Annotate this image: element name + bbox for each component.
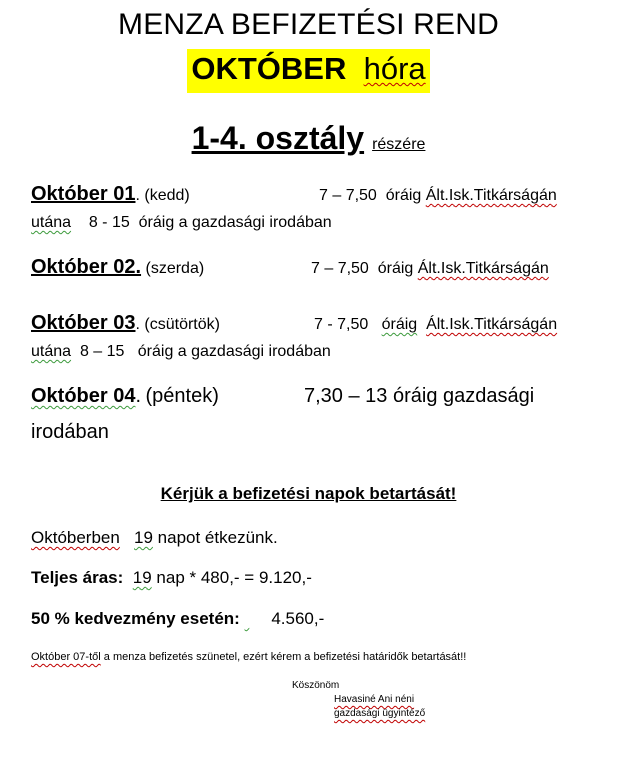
- weekday: (kedd): [144, 187, 190, 204]
- after-time: 8 – 15: [79, 343, 125, 360]
- price-formula: nap * 480,- = 9.120,-: [156, 568, 312, 587]
- schedule-row-3-time: [314, 316, 557, 334]
- discount-line: [31, 609, 324, 629]
- place-label: Ált.Isk.Titkárságán: [425, 187, 557, 204]
- meals-line: [31, 528, 278, 548]
- signature-name: [334, 694, 414, 705]
- weekday: (szerda): [145, 260, 205, 277]
- signature-thanks: Köszönöm: [292, 680, 340, 691]
- meals-days: 19: [134, 528, 153, 547]
- schedule-row-2: [31, 256, 204, 279]
- notice: [0, 484, 617, 504]
- after-text: óráig a gazdasági irodában: [138, 214, 332, 231]
- schedule-row-3: [31, 312, 220, 335]
- day-label: Október 03: [31, 312, 136, 334]
- schedule-row-4: [31, 385, 219, 408]
- page-title: MENZA BEFIZETÉSI REND: [118, 8, 499, 41]
- schedule-row-1-time: [319, 187, 557, 205]
- schedule-row-4-cont: [31, 421, 109, 444]
- schedule-row-4-time: [304, 385, 534, 408]
- until-label: óráig: [377, 260, 414, 277]
- until-label: óráig: [381, 316, 418, 333]
- time-range: 7 – 7,50: [311, 260, 369, 277]
- after-text: óráig a gazdasági irodában: [137, 343, 331, 360]
- price-line: [31, 568, 312, 588]
- day-label: Október 02.: [31, 256, 142, 278]
- after-label: utána: [31, 214, 72, 231]
- day-suffix: .: [135, 316, 140, 333]
- signature-role: [334, 708, 425, 719]
- footnote: [31, 651, 466, 663]
- place-label: gazdasági: [443, 385, 535, 407]
- footnote-date: Október 07-től: [31, 651, 101, 663]
- day-label: Október 01: [31, 183, 136, 205]
- day-suffix: .: [135, 187, 140, 204]
- schedule-row-3-after: [31, 343, 331, 361]
- day-label-text: Október 04: [31, 385, 136, 407]
- class-rest: részére: [372, 136, 426, 153]
- schedule-row-1: [31, 183, 190, 206]
- weekday: (csütörtök): [144, 316, 220, 333]
- after-time: 8 - 15: [88, 214, 130, 231]
- month-rest: hóra: [363, 51, 426, 86]
- day-suffix: .: [135, 385, 142, 407]
- weekday: (péntek): [145, 385, 219, 407]
- discount-label: 50 % kedvezmény esetén:: [31, 609, 240, 628]
- place-label: Ált.Isk.Titkárságán: [426, 316, 558, 333]
- discount-value: 4.560,-: [271, 609, 325, 628]
- month-bold: OKTÓBER: [191, 51, 347, 86]
- footnote-text: a menza befizetés szünetel, ezért kérem a befizetési határidők betartását!!: [103, 651, 467, 663]
- month-heading: [0, 49, 617, 93]
- price-days: 19: [132, 568, 152, 587]
- place-label: Ált.Isk.Titkárságán: [417, 260, 549, 277]
- place-continued: irodában: [31, 421, 109, 443]
- meals-prefix: Októberben: [31, 528, 120, 547]
- price-label: Teljes áras:: [31, 568, 124, 587]
- time-range: 7,30 – 13: [304, 385, 388, 407]
- signature-name-text: Havasiné Ani néni: [334, 694, 415, 705]
- class-heading: [0, 120, 617, 157]
- day-label: [31, 385, 135, 407]
- schedule-row-1-after: [31, 214, 332, 232]
- discount-gap: [245, 609, 267, 629]
- meals-suffix: napot étkezünk.: [157, 528, 278, 547]
- until-label: óráig: [385, 187, 422, 204]
- signature-role-text: gazdasági ügyintéző: [334, 708, 426, 719]
- schedule-row-2-time: [311, 260, 549, 278]
- class-bold: 1-4. osztály: [191, 120, 365, 156]
- time-range: 7 – 7,50: [319, 187, 377, 204]
- time-range: 7 - 7,50: [314, 316, 369, 333]
- after-label: utána: [31, 343, 72, 360]
- until-label: óráig: [392, 385, 438, 407]
- month-highlight: [187, 49, 429, 93]
- notice-text: Kérjük a befizetési napok betartását!: [160, 484, 457, 503]
